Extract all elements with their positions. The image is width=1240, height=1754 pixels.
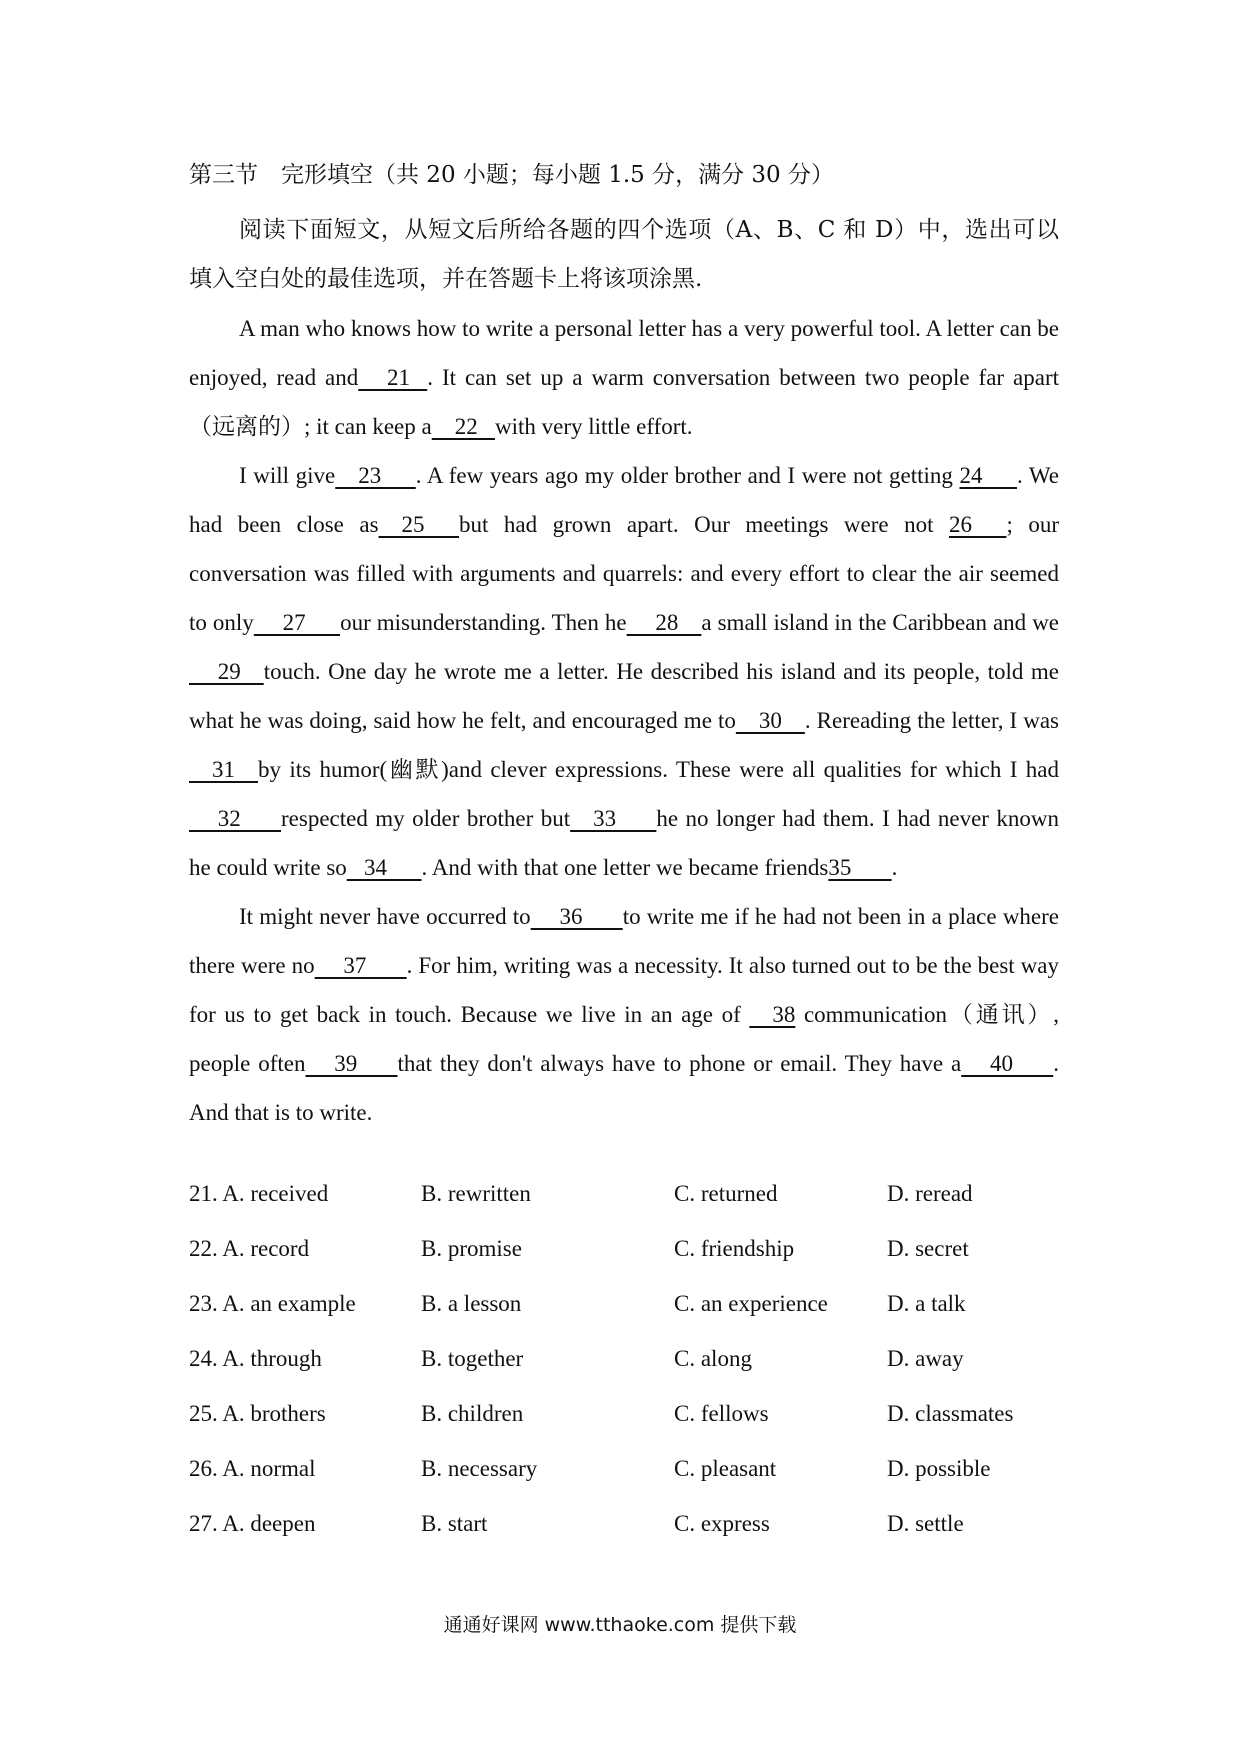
cloze-blank: 26 <box>948 512 1007 537</box>
passage-text: our misunderstanding. Then he <box>340 610 627 635</box>
passage-text: . Rereading the letter, I was <box>804 708 1059 733</box>
question-number: 27. <box>189 1511 218 1536</box>
passage-text: a small island in the Caribbean and we <box>701 610 1060 635</box>
option-a <box>189 1291 356 1317</box>
cloze-blank: 35 <box>828 855 892 880</box>
cloze-blank: 39 <box>305 1051 398 1076</box>
question-number: 24. <box>189 1346 218 1371</box>
passage-text: that they don't always have to phone or email. They have a <box>397 1051 962 1076</box>
passage-paragraph <box>189 451 1059 892</box>
option-a <box>189 1181 328 1207</box>
footer-source: 通通好课网 www.tthaoke.com 提供下载 <box>443 1614 797 1636</box>
cloze-blank: 36 <box>530 904 623 929</box>
option-a-text: A. normal <box>217 1456 316 1481</box>
option-d: D. classmates <box>887 1401 1014 1426</box>
cloze-blank: 30 <box>735 708 805 733</box>
passage-text: . <box>891 855 898 880</box>
option-d: D. reread <box>887 1181 973 1206</box>
passage-paragraph <box>189 892 1059 1137</box>
cloze-blank: 24 <box>959 463 1017 488</box>
cloze-blank: 32 <box>189 806 281 831</box>
passage-text: . It can set up a warm conversation between two people far apart（远离的）; it can keep a <box>189 365 1059 439</box>
option-a <box>189 1511 315 1537</box>
question-number: 25. <box>189 1401 218 1426</box>
option-b: B. necessary <box>421 1456 538 1481</box>
question-row <box>189 1181 1089 1236</box>
passage-text: ; our conversation was filled with arguments and quarrels: and every effort to clear the air seemed to only <box>189 512 1059 635</box>
passage-text: I will give <box>239 463 336 488</box>
passage-text: . We had been close as <box>189 463 1059 537</box>
question-row <box>189 1511 1089 1566</box>
option-b: B. rewritten <box>421 1181 531 1206</box>
passage-text: . For him, writing was a necessity. It also turned out to be the best way for us to get back in touch. Because we live in an age of <box>189 953 1059 1027</box>
question-number: 21. <box>189 1181 218 1206</box>
cloze-blank: 38 <box>749 1002 796 1027</box>
question-row <box>189 1456 1089 1511</box>
question-row <box>189 1291 1089 1346</box>
option-a <box>189 1456 316 1482</box>
question-row <box>189 1236 1089 1291</box>
section-title: 第三节 完形填空（共 20 小题；每小题 1.5 分，满分 30 分） <box>189 162 834 188</box>
passage-text: . And that is to write. <box>189 1051 1059 1125</box>
option-c: C. returned <box>674 1181 778 1206</box>
option-d: D. settle <box>887 1511 964 1536</box>
cloze-blank: 25 <box>378 512 460 537</box>
cloze-blank: 33 <box>570 806 657 831</box>
option-a-text: A. record <box>217 1236 310 1261</box>
question-row <box>189 1346 1089 1401</box>
option-a <box>189 1346 322 1372</box>
option-c: C. pleasant <box>674 1456 777 1481</box>
cloze-blank: 37 <box>314 953 407 978</box>
passage-text: he no longer had them. I had never known he could write so <box>189 806 1059 880</box>
passage-text: A man who knows how to write a personal letter has a very powerful tool. A letter can be enjoyed, read and <box>189 316 1059 390</box>
option-a <box>189 1401 326 1427</box>
question-number: 22. <box>189 1236 218 1261</box>
question-number: 23. <box>189 1291 218 1316</box>
answer-options <box>189 1181 1089 1566</box>
passage-text: . And with that one letter we became friends <box>421 855 829 880</box>
passage-text: communication（通讯）, people often <box>189 1002 1060 1076</box>
option-c: C. friendship <box>674 1236 795 1261</box>
cloze-blank: 40 <box>961 1051 1054 1076</box>
cloze-blank: 22 <box>431 414 495 439</box>
passage-text: touch. One day he wrote me a letter. He described his island and its people, told me what he was doing, said how he felt, and encouraged me to <box>189 659 1059 733</box>
passage-text: with very little effort. <box>494 414 693 439</box>
option-a-text: A. an example <box>217 1291 356 1316</box>
option-b: B. start <box>421 1511 488 1536</box>
option-d: D. possible <box>887 1456 991 1481</box>
passage-text: . A few years ago my older brother and I were not getting <box>415 463 960 488</box>
cloze-passage <box>189 304 1059 1137</box>
option-a-text: A. deepen <box>217 1511 316 1536</box>
cloze-blank: 29 <box>189 659 264 684</box>
option-b: B. a lesson <box>421 1291 522 1316</box>
option-b: B. together <box>421 1346 524 1371</box>
option-a <box>189 1236 309 1262</box>
cloze-blank: 31 <box>189 757 258 782</box>
cloze-blank: 21 <box>358 365 428 390</box>
option-b: B. promise <box>421 1236 522 1261</box>
instructions: 阅读下面短文，从短文后所给各题的四个选项（A、B、C 和 D）中，选出可以填入空白处的最佳选项，并在答题卡上将该项涂黑. <box>189 217 1059 292</box>
passage-text: by its humor(幽默)and clever expressions. These were all qualities for which I had <box>258 757 1059 782</box>
question-number: 26. <box>189 1456 218 1481</box>
option-d: D. away <box>887 1346 964 1371</box>
option-a-text: A. through <box>217 1346 322 1371</box>
passage-text: but had grown apart. Our meetings were not <box>459 512 949 537</box>
passage-text: to write me if he had not been in a place where there were no <box>189 904 1059 978</box>
option-a-text: A. received <box>217 1181 329 1206</box>
option-a-text: A. brothers <box>217 1401 326 1426</box>
option-c: C. along <box>674 1346 752 1371</box>
option-d: D. secret <box>887 1236 969 1261</box>
option-c: C. fellows <box>674 1401 769 1426</box>
cloze-blank: 28 <box>626 610 702 635</box>
passage-paragraph <box>189 304 1059 451</box>
cloze-blank: 27 <box>253 610 341 635</box>
passage-text: respected my older brother but <box>281 806 571 831</box>
option-d: D. a talk <box>887 1291 966 1316</box>
option-c: C. express <box>674 1511 770 1536</box>
option-c: C. an experience <box>674 1291 828 1316</box>
option-b: B. children <box>421 1401 524 1426</box>
question-row <box>189 1401 1089 1456</box>
cloze-blank: 34 <box>346 855 422 880</box>
passage-text: It might never have occurred to <box>239 904 531 929</box>
cloze-blank: 23 <box>335 463 416 488</box>
